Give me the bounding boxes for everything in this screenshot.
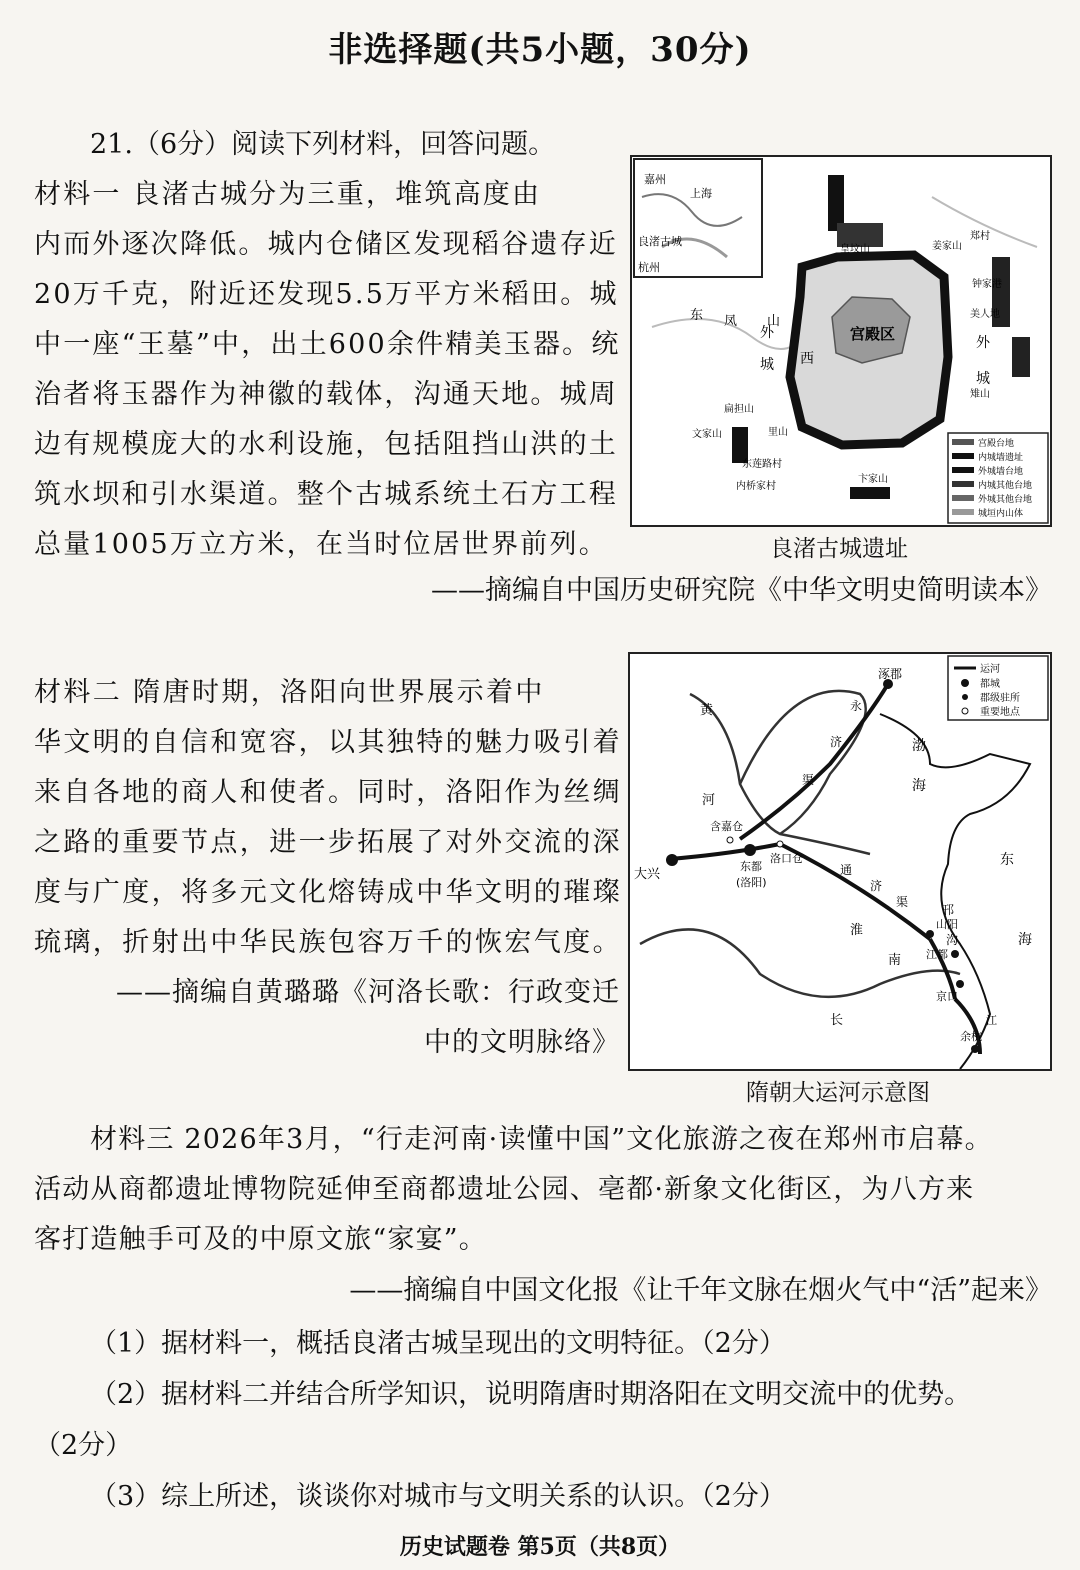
place-label: 里山: [768, 427, 788, 438]
map-label: 海: [1018, 932, 1032, 948]
legend-swatch: [952, 481, 974, 487]
capital-marker: [666, 854, 678, 866]
place-label: 郑村: [970, 231, 990, 242]
legend-swatch: [952, 453, 974, 459]
map-label: 永: [850, 699, 863, 713]
material-3-source: ——摘编自中国文化报《让千年文脉在烟火气中“活”起来》: [349, 1275, 1052, 1306]
legend-label: 城垣内山体: [978, 509, 1024, 519]
map-label: 渠: [802, 773, 815, 787]
side-label: 东: [690, 308, 704, 323]
outer-platform: [1012, 337, 1030, 377]
yellow-river-bend: [740, 691, 866, 834]
map-label: 东都: [740, 860, 762, 873]
material-1-line: 筑水坝和引水渠道。整个古城系统土石方工程: [34, 479, 618, 510]
inset-label: 杭州: [638, 261, 660, 274]
inset-label: 嘉州: [644, 173, 666, 186]
place-label: 美人地: [970, 309, 1000, 320]
place-label: 雉山: [970, 389, 990, 400]
legend-label: 运河: [980, 664, 1000, 675]
map-label: 济: [870, 879, 883, 893]
yangtze-river: [640, 929, 960, 996]
inset-label: 上海: [690, 187, 712, 200]
place-label: 姜家山: [932, 241, 962, 252]
sub-question-2-score: （2分）: [34, 1430, 133, 1461]
map-label: 通: [840, 863, 853, 877]
figure-2-caption: 隋朝大运河示意图: [746, 1080, 930, 1106]
map-label: 邗: [942, 903, 955, 917]
material-3-line: 活动从商都遗址博物院延伸至商都遗址公园、亳都·新象文化街区，为八方来: [34, 1174, 975, 1205]
place-label: 内桥家村: [736, 481, 776, 492]
material-1-line: 材料一 良渚古城分为三重，堆筑高度由: [34, 179, 542, 210]
coastline: [880, 714, 1030, 1069]
material-2-line: 来自各地的商人和使者。同时，洛阳作为丝绸: [34, 777, 622, 808]
map-label: 沟: [946, 933, 959, 947]
material-1-line: 治者将玉器作为神徽的载体，沟通天地。城周: [34, 379, 618, 410]
legend-swatch: [952, 509, 974, 515]
side-label: 凤: [724, 314, 738, 329]
map-label: 黄: [700, 703, 714, 718]
map-label: 渠: [896, 895, 909, 909]
material-2-line: 琉璃，折射出中华民族包容万千的恢宏气度。: [34, 927, 622, 958]
material-2-line: 材料二 隋唐时期，洛阳向世界展示着中: [34, 677, 545, 708]
place-label: 皇坟山: [840, 244, 870, 255]
material-2-line: 之路的重要节点，进一步拓展了对外交流的深: [34, 827, 622, 858]
side-label: 城: [760, 357, 774, 373]
side-label: 外: [760, 325, 774, 341]
outer-platform: [850, 487, 890, 499]
place-marker: [727, 837, 733, 843]
grand-canal-map: [630, 654, 1050, 1069]
map-label: 余杭: [960, 1030, 982, 1043]
material-3-line: 材料三 2026年3月，“行走河南·读懂中国”文化旅游之夜在郑州市启幕。: [90, 1124, 993, 1155]
material-1-line: 总量1005万立方米，在当时位居世界前列。: [34, 529, 608, 560]
material-1-line: 内而外逐次降低。城内仓储区发现稻谷遗存近: [34, 229, 618, 260]
material-2-line: 华文明的自信和宽容，以其独特的魅力吸引着: [34, 727, 622, 758]
material-2-line: 度与广度，将多元文化熔铸成中华文明的璀璨: [34, 877, 622, 908]
legend-swatch: [952, 467, 974, 473]
map-label: 东: [1000, 852, 1014, 868]
legend-label: 郡级驻所: [980, 693, 1020, 704]
question-21-header: 21.（6分）阅读下列材料，回答问题。: [90, 129, 556, 160]
material-2-source-line: 中的文明脉络》: [424, 1027, 620, 1058]
sub-questions: [34, 1318, 1054, 1522]
legend-label: 内城其他台地: [978, 481, 1033, 491]
material-1-source: ——摘编自中国历史研究院《中华文明史简明读本》: [431, 575, 1052, 606]
legend-swatch: [952, 439, 974, 445]
outer-platform: [732, 427, 748, 463]
map-label: 江: [986, 1014, 997, 1027]
outer-platform: [828, 175, 844, 231]
capital-marker: [744, 844, 756, 856]
legend-label: 重要地点: [980, 707, 1020, 718]
liangzhu-map: [632, 157, 1050, 525]
material-2-source: [34, 968, 620, 1068]
material-1: [34, 170, 624, 570]
material-2-source-line: ——摘编自黄璐璐《河洛长歌：行政变迁: [116, 977, 620, 1008]
material-1-line: 20万千克，附近还发现5.5万平方米稻田。城: [34, 279, 619, 310]
map-label: 济: [830, 735, 843, 749]
side-label: 西: [800, 351, 814, 367]
map-label: (洛阳): [736, 876, 767, 889]
inset-label: 良渚古城: [638, 235, 682, 248]
map-label: 涿郡: [878, 667, 903, 681]
material-1-line: 中一座“王墓”中，出土600余件精美玉器。统: [34, 329, 621, 360]
material-1-line: 边有规模庞大的水利设施，包括阻挡山洪的土: [34, 429, 618, 460]
map-label: 南: [888, 953, 902, 968]
map-label: 大兴: [634, 867, 661, 882]
map-label: 京口: [936, 990, 958, 1003]
legend-swatch: [961, 679, 969, 687]
sub-question-2: （2）据材料二并结合所学知识，说明隋唐时期洛阳在文明交流中的优势。: [90, 1379, 972, 1410]
material-3: [34, 1115, 1054, 1265]
place-label: 钟家港: [972, 279, 1002, 290]
map-label: 海: [912, 778, 926, 794]
legend-label: 内城墙遗址: [978, 453, 1024, 463]
side-label: 外: [976, 335, 990, 351]
map-label: 渤: [912, 738, 926, 754]
city-marker: [951, 950, 959, 958]
city-marker: [926, 930, 934, 938]
figure-1-caption: 良渚古城遗址: [770, 536, 908, 562]
map-label: 长: [830, 1013, 844, 1028]
section-title: 非选择题(共5小题，30分): [328, 30, 752, 70]
legend-swatch: [962, 694, 968, 700]
map-label: 淮: [850, 923, 864, 938]
legend-label: 宫殿台地: [978, 439, 1015, 449]
side-label: 城: [976, 371, 990, 387]
city-marker: [971, 1045, 979, 1053]
place-label: 扁担山: [724, 404, 754, 415]
liangzhu-map-figure: [630, 155, 1052, 527]
city-marker: [956, 980, 964, 988]
map-label: 洛口仓: [770, 852, 803, 865]
legend-swatch: [962, 708, 968, 714]
sub-question-3: （3）综上所述，谈谈你对城市与文明关系的认识。（2分）: [90, 1481, 786, 1512]
legend-label: 都城: [980, 679, 1000, 690]
material-2: [34, 668, 624, 968]
material-3-line: 客打造触手可及的中原文旅“家宴”。: [34, 1224, 488, 1255]
place-label: 文家山: [692, 429, 722, 440]
map-label: 含嘉仓: [710, 820, 743, 833]
map-label: 山阳: [936, 918, 958, 931]
legend-label: 外城墙台地: [978, 467, 1024, 477]
legend-swatch: [952, 495, 974, 501]
grand-canal-map-figure: [628, 652, 1052, 1071]
map-label: 江都: [926, 948, 948, 961]
place-label: 东莲路村: [742, 459, 782, 470]
map-label: 河: [702, 793, 716, 808]
place-marker: [777, 841, 783, 847]
page-footer: 历史试题卷 第5页（共8页）: [399, 1534, 681, 1560]
sub-question-1: （1）据材料一，概括良渚古城呈现出的文明特征。（2分）: [90, 1328, 786, 1359]
legend-label: 外城其他台地: [978, 495, 1033, 505]
place-label: 卞家山: [858, 474, 888, 485]
side-label: 山: [767, 314, 781, 329]
palace-label: 宫殿区: [850, 325, 896, 343]
